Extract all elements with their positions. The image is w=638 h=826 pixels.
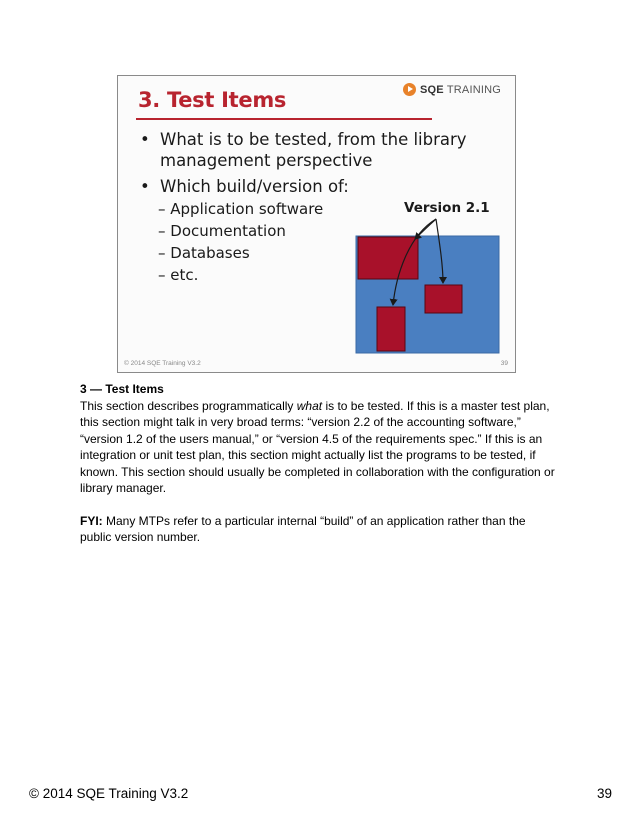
speaker-notes	[80, 381, 560, 546]
sub-item-documentation: – Documentation	[158, 222, 286, 240]
red-box-bottom	[377, 307, 405, 351]
page-footer-copyright: © 2014 SQE Training V3.2	[29, 786, 189, 801]
logo-text-bold: SQE	[419, 83, 444, 96]
sub-item-application: – Application software	[158, 200, 324, 218]
logo-text: TRAINING	[446, 83, 501, 96]
sub-item-databases: – Databases	[158, 244, 250, 262]
fyi-label: FYI:	[80, 513, 103, 528]
version-diagram	[118, 76, 516, 373]
page-footer-number: 39	[596, 786, 612, 801]
bullet-text: What is to be tested, from the library	[160, 130, 467, 149]
bullet-text: management perspective	[160, 151, 373, 170]
slide-footer: © 2014 SQE Training V3.2	[124, 360, 201, 367]
notes-fyi: FYI: Many MTPs refer to a particular internal “build” of an application rather than the public version number.	[80, 513, 526, 544]
version-label: Version 2.1	[404, 200, 490, 216]
slide-title: 3. Test Items	[138, 88, 287, 112]
bullet-icon: •	[140, 130, 150, 149]
red-box-large	[358, 237, 418, 279]
bullet-icon: •	[140, 177, 150, 196]
sub-item-etc: – etc.	[158, 266, 199, 284]
red-box-right	[425, 285, 462, 313]
notes-paragraph: This section describes programmatically what is to be tested. If this is a master test plan, this section might talk in very broad terms: “version 2.2 of the accounting software,” “version 1.2 of the users manual,” or “version 4.5 of the requirements spec.” If this is an integration or unit test plan, this section might actually list the programs to be tested, if known. This section should usually be completed in collaboration with the configuration or library manager.	[80, 398, 555, 495]
slide-image	[117, 75, 516, 373]
emphasis-what: what	[296, 398, 323, 413]
slide-page-number: 39	[500, 360, 508, 367]
bullet-text: Which build/version of:	[160, 177, 349, 196]
notes-heading: 3 — Test Items	[80, 382, 164, 396]
